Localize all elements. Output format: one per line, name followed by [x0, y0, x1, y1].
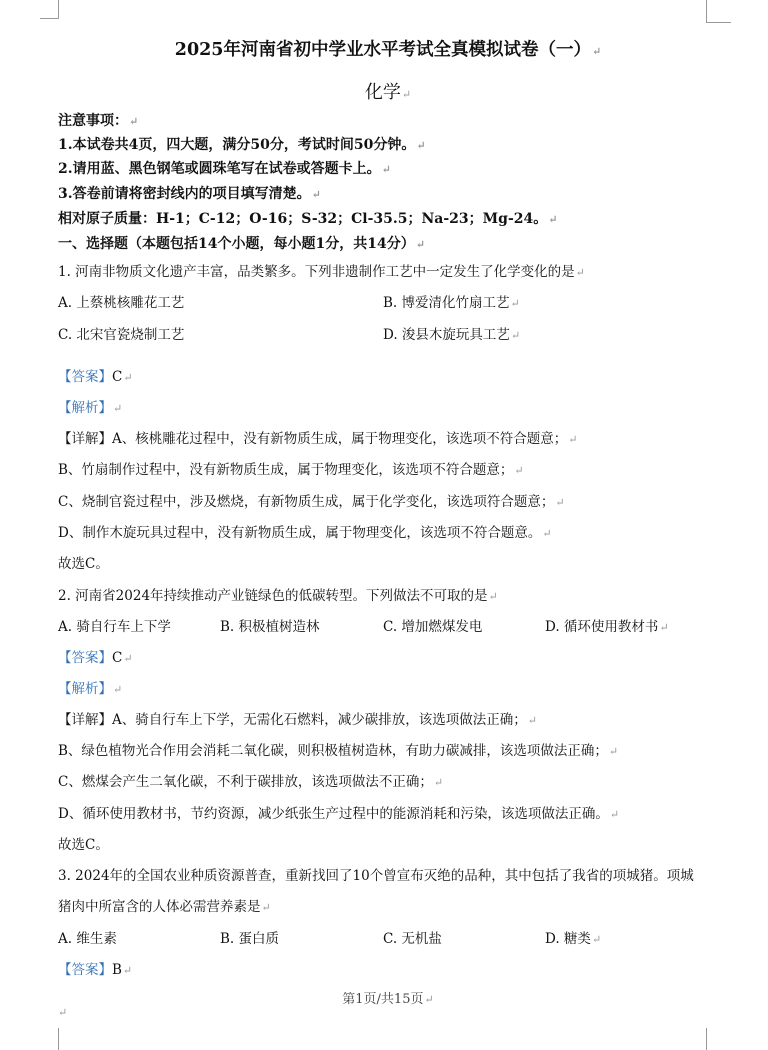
conclusion-line: 故选C。: [58, 556, 109, 572]
option-a: A. 骑自行车上下学: [58, 619, 171, 635]
option-c: C. 无机盐: [383, 931, 442, 947]
option-b: B. 蛋白质: [220, 931, 280, 947]
crop-mark-bottom-left: [40, 1028, 59, 1050]
option-d: D. 浚县木旋玩具工艺↵: [383, 327, 521, 343]
conclusion-line: 故选C。: [58, 837, 109, 853]
detail-line: 【详解】A、核桃雕花过程中，没有新物质生成，属于物理变化，该选项不符合题意；↵: [58, 431, 578, 447]
analysis-tag: 【解析】↵: [58, 681, 123, 697]
option-c: C. 北宋官瓷烧制工艺: [58, 327, 185, 343]
option-a: A. 维生素: [58, 931, 117, 947]
notice-item: 3.答卷前请将密封线内的项目填写清楚。↵: [58, 186, 321, 202]
answer-line: 【答案】B↵: [58, 962, 133, 978]
question-stem: 2. 河南省2024年持续推动产业链绿色的低碳转型。下列做法不可取的是↵: [58, 588, 498, 604]
option-a: A. 上蔡桃核雕花工艺: [58, 295, 185, 311]
analysis-tag: 【解析】↵: [58, 400, 123, 416]
page-title: 2025年河南省初中学业水平考试全真模拟试卷（一）↵: [174, 40, 602, 60]
detail-line: 【详解】A、骑自行车上下学，无需化石燃料，减少碳排放，该选项做法正确；↵: [58, 712, 537, 728]
subject-title: 化学↵: [364, 82, 412, 103]
question-stem-cont: 猪肉中所富含的人体必需营养素是↵: [58, 899, 271, 915]
detail-line: C、烧制官瓷过程中，涉及燃烧，有新物质生成，属于化学变化，该选项符合题意；↵: [58, 494, 565, 510]
option-b: B. 博爱清化竹扇工艺↵: [383, 295, 520, 311]
detail-line: D、制作木旋玩具过程中，没有新物质生成，属于物理变化，该选项不符合题意。↵: [58, 525, 552, 541]
crop-mark-bottom-right: [706, 1028, 731, 1050]
detail-line: D、循环使用教材书，节约资源，减少纸张生产过程中的能源消耗和污染，该选项做法正确。↵: [58, 806, 620, 822]
notice-heading: 注意事项：↵: [58, 113, 139, 129]
section-heading: 一、选择题（本题包括14个小题，每小题1分，共14分）↵: [58, 236, 425, 252]
question-stem: 1. 河南非物质文化遗产丰富，品类繁多。下列非遗制作工艺中一定发生了化学变化的是↵: [58, 264, 585, 280]
paragraph-mark: ↵: [58, 1006, 68, 1019]
answer-line: 【答案】C↵: [58, 650, 133, 666]
option-d: D. 糖类↵: [545, 931, 602, 947]
detail-line: C、燃煤会产生二氧化碳，不利于碳排放，该选项做法不正确；↵: [58, 774, 444, 790]
crop-mark-top-left: [40, 0, 59, 19]
answer-line: 【答案】C↵: [58, 369, 133, 385]
crop-mark-top-right: [706, 0, 731, 23]
notice-item: 2.请用蓝、黑色钢笔或圆珠笔写在试卷或答题卡上。↵: [58, 161, 391, 177]
option-c: C. 增加燃煤发电: [383, 619, 483, 635]
option-d: D. 循环使用教材书↵: [545, 619, 669, 635]
page-footer: 第1页/共15页↵: [342, 992, 434, 1007]
atomic-mass: 相对原子质量：H-1；C-12；O-16；S-32；Cl-35.5；Na-23；Mg-24。↵: [58, 211, 558, 227]
option-b: B. 积极植树造林: [220, 619, 320, 635]
notice-item: 1.本试卷共4页，四大题，满分50分，考试时间50分钟。↵: [58, 137, 426, 153]
detail-line: B、绿色植物光合作用会消耗二氧化碳，则积极植树造林，有助力碳减排，该选项做法正确；↵: [58, 743, 619, 759]
question-stem: 3. 2024年的全国农业种质资源普查，重新找回了10个曾宣布灭绝的品种，其中包括了我省的项城猪。项城: [58, 868, 694, 884]
detail-line: B、竹扇制作过程中，没有新物质生成，属于物理变化，该选项不符合题意；↵: [58, 462, 524, 478]
